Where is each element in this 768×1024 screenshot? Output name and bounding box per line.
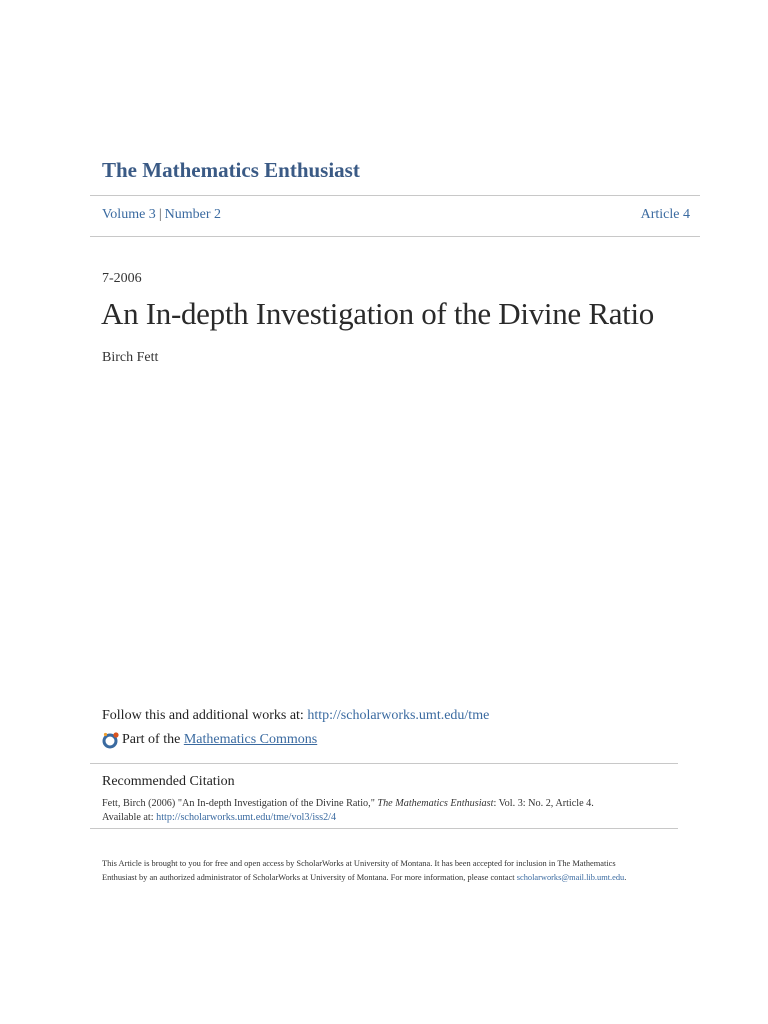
follow-line xyxy=(102,708,489,724)
article-link[interactable]: Article 4 xyxy=(640,207,690,222)
notice-text: This Article is brought to you for free and open access by ScholarWorks at University of Montana. It has been accepted for inclusion in The Mathematics Enthusiast by an authorized administrator of ScholarWorks at University of Montana. For more information, please contact xyxy=(102,859,616,882)
issue-separator: | xyxy=(158,207,162,222)
article-author: Birch Fett xyxy=(102,350,159,365)
article-title: An In-depth Investigation of the Divine Ratio xyxy=(101,296,654,331)
citation-divider-bottom xyxy=(90,828,678,829)
follow-url-link[interactable]: http://scholarworks.umt.edu/tme xyxy=(307,708,490,723)
citation-journal: The Mathematics Enthusiast xyxy=(377,798,494,809)
notice-end: . xyxy=(624,873,627,882)
part-of-line xyxy=(102,731,317,749)
part-of-prefix: Part of the xyxy=(122,732,181,747)
volume-link[interactable]: Volume 3 xyxy=(102,207,156,222)
citation-divider-top xyxy=(90,763,678,764)
citation-heading: Recommended Citation xyxy=(102,774,235,789)
header-top-divider xyxy=(90,195,700,196)
commons-network-icon xyxy=(102,731,120,749)
access-notice xyxy=(102,857,642,885)
number-link[interactable]: Number 2 xyxy=(164,207,222,222)
citation-available-label: Available at: xyxy=(102,812,157,823)
journal-title[interactable]: The Mathematics Enthusiast xyxy=(102,158,360,182)
citation-text: Fett, Birch (2006) "An In-depth Investigation of the Divine Ratio," xyxy=(102,798,378,809)
citation-url-link[interactable]: http://scholarworks.umt.edu/tme/vol3/iss2/4 xyxy=(156,812,337,823)
publication-date: 7-2006 xyxy=(102,271,142,286)
citation-block xyxy=(102,797,594,825)
contact-email-link[interactable]: scholarworks@mail.lib.umt.edu xyxy=(516,873,625,882)
citation-details: : Vol. 3: No. 2, Article 4. xyxy=(493,798,594,809)
header-bottom-divider xyxy=(90,236,700,237)
issue-row xyxy=(102,207,690,223)
follow-text: Follow this and additional works at: xyxy=(102,708,308,723)
mathematics-commons-link[interactable]: Mathematics Commons xyxy=(183,732,318,747)
